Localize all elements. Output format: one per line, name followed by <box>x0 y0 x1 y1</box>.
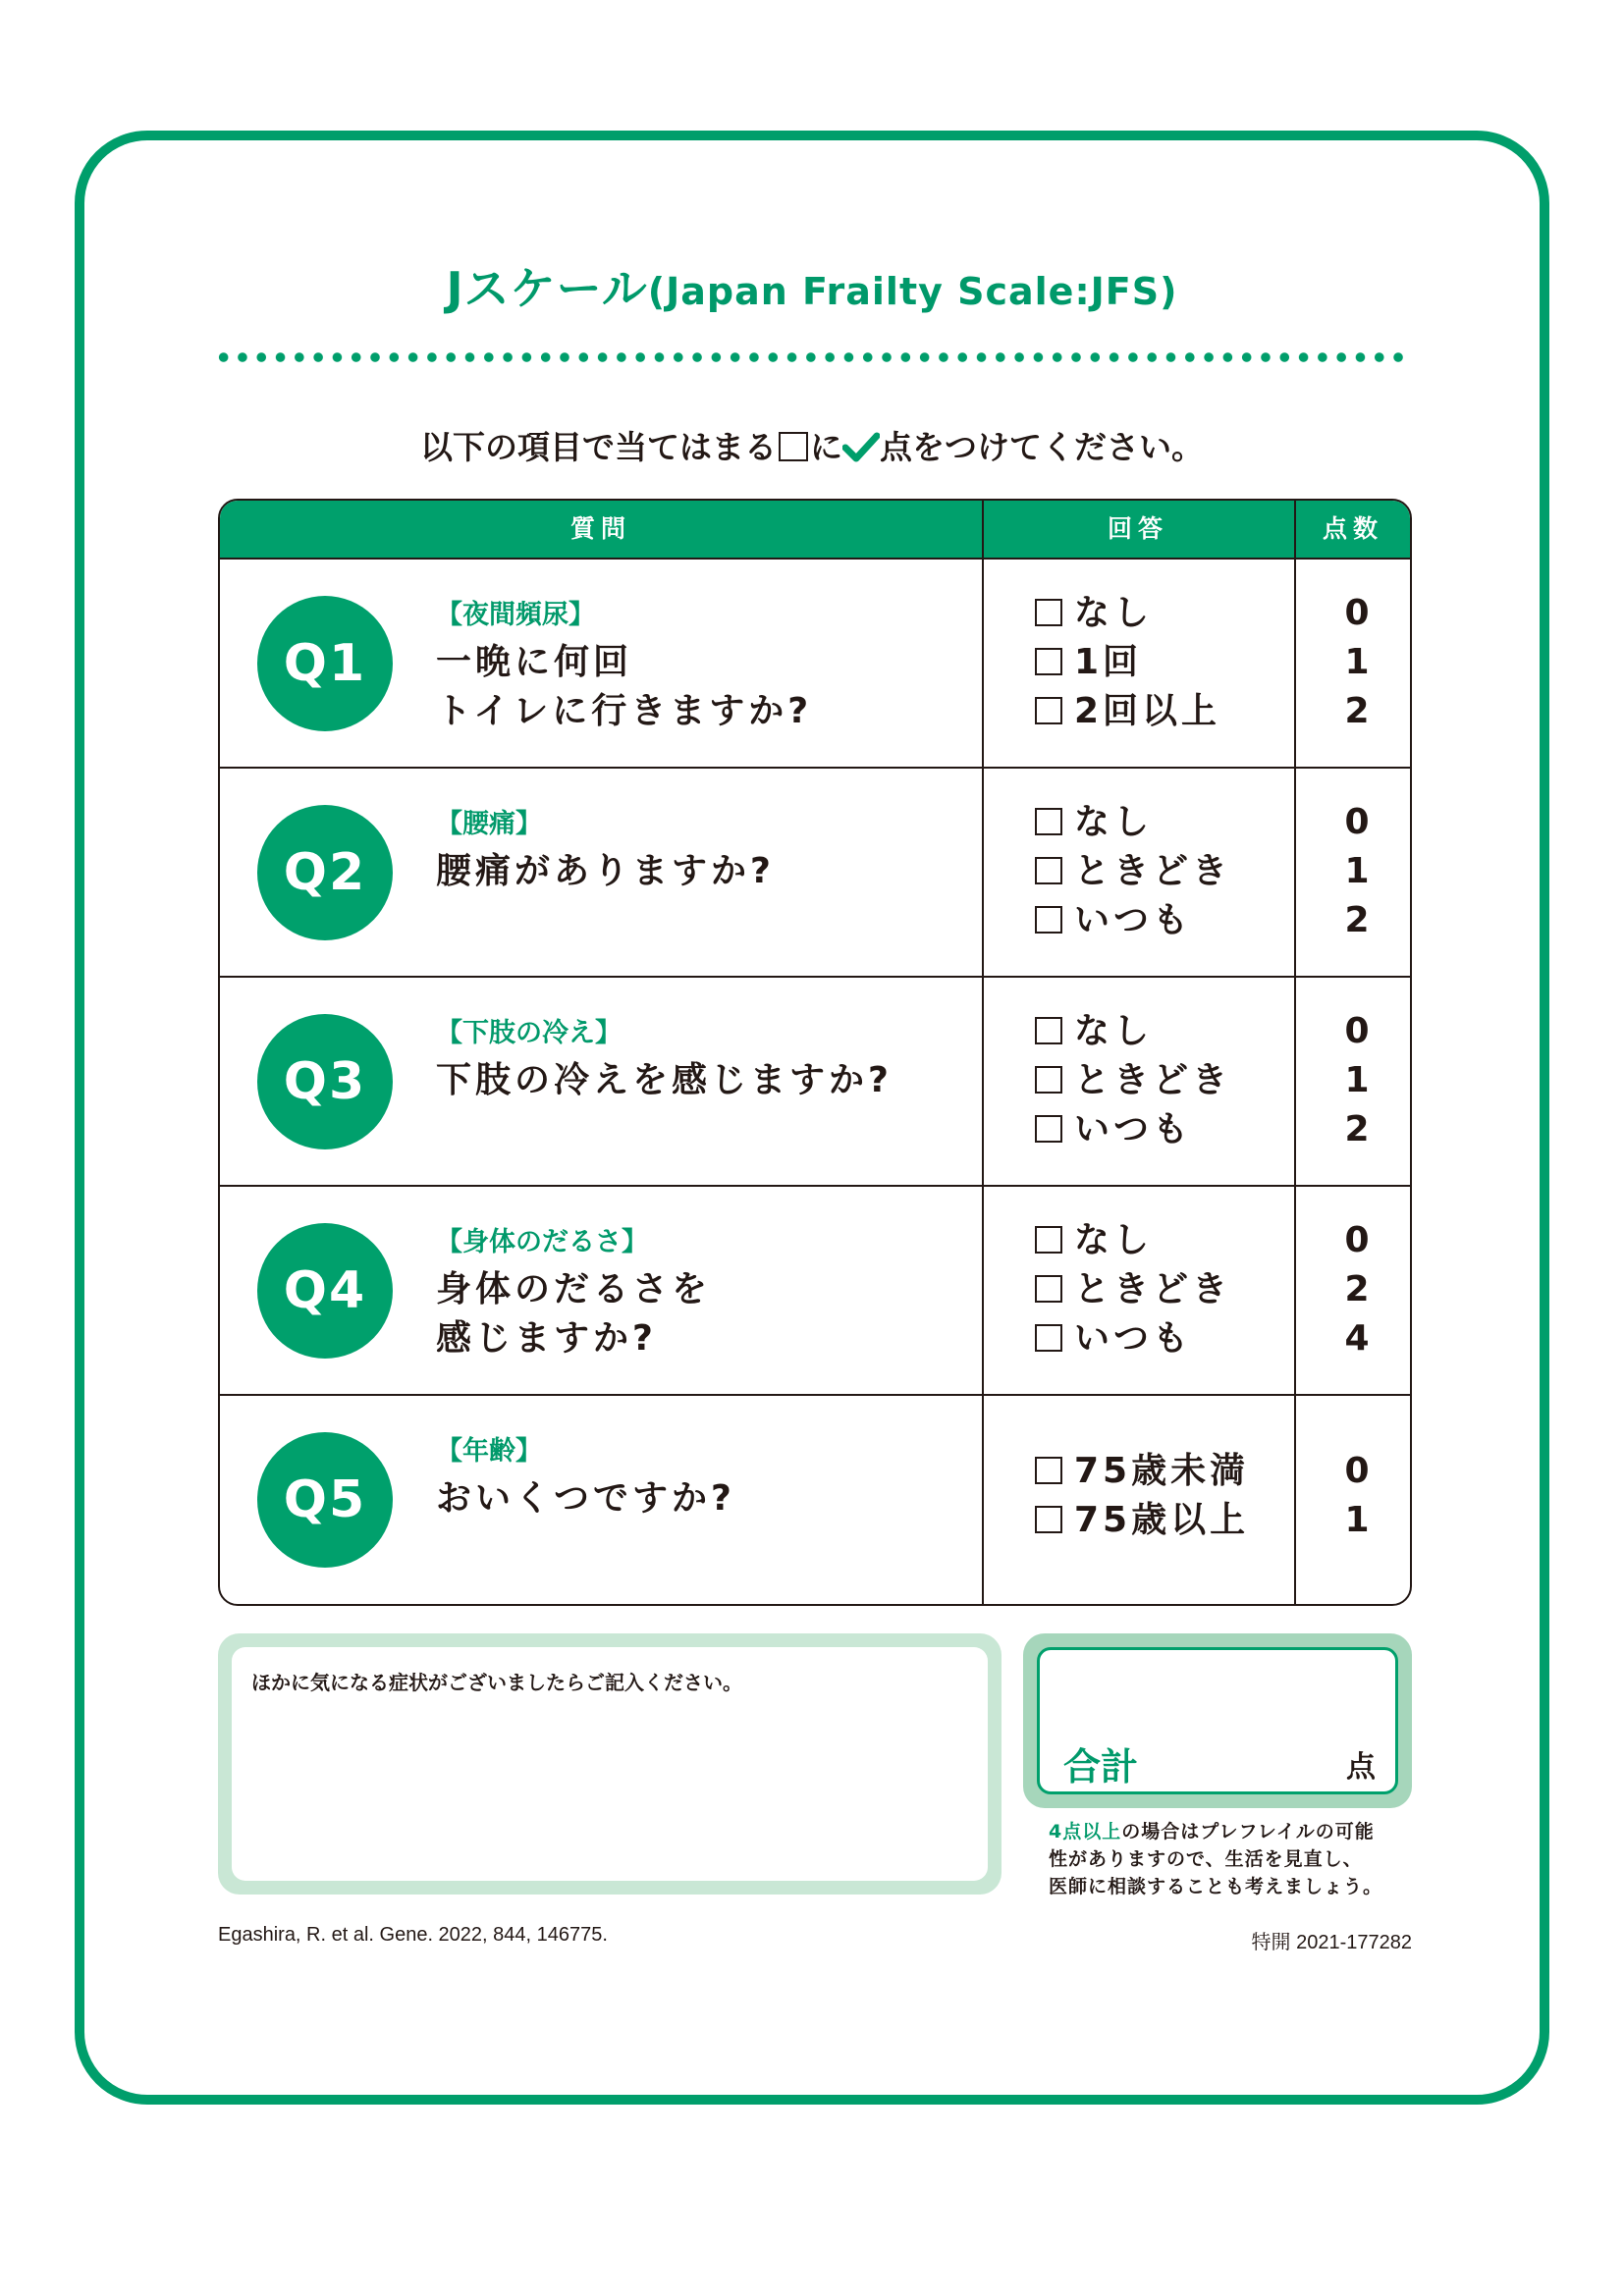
total-box <box>1023 1633 1412 1808</box>
option-label: 75歳以上 <box>1074 1500 1250 1540</box>
patent-number: 特開 2021-177282 <box>1251 1932 1412 1953</box>
answer-option[interactable] <box>1035 798 1231 847</box>
option-label: ときどき <box>1074 1269 1232 1309</box>
title-main: Jスケール <box>446 262 648 315</box>
answer-option[interactable] <box>1035 847 1231 896</box>
header-answer: 回答 <box>1107 514 1168 543</box>
notes-label: ほかに気になる症状がございましたらご記入ください。 <box>251 1671 742 1694</box>
question-category: 【腰痛】 <box>436 809 542 839</box>
answer-option[interactable] <box>1035 1105 1231 1154</box>
answer-option[interactable] <box>1035 1447 1249 1496</box>
checkbox[interactable] <box>1035 1506 1062 1533</box>
question-text-line: おいくつですか? <box>436 1478 735 1519</box>
citation: Egashira, R. et al. Gene. 2022, 844, 146775. <box>218 1924 608 1946</box>
checkbox[interactable] <box>1035 808 1062 835</box>
option-label: なし <box>1074 1011 1154 1051</box>
total-unit: 点 <box>1346 1750 1376 1785</box>
option-label: いつも <box>1074 1318 1193 1359</box>
checkbox-icon <box>779 432 808 461</box>
checkbox[interactable] <box>1035 1017 1062 1044</box>
question-text <box>436 847 775 896</box>
score-value: 1 <box>1344 1060 1370 1100</box>
score-values <box>1300 589 1412 736</box>
total-field[interactable] <box>1037 1647 1398 1794</box>
score-value: 0 <box>1344 802 1370 842</box>
checkbox[interactable] <box>1035 1457 1062 1484</box>
answer-options <box>1035 1216 1231 1363</box>
option-label: なし <box>1074 802 1154 842</box>
question-text <box>436 1474 735 1523</box>
table-header <box>220 501 1410 560</box>
answer-option[interactable] <box>1035 1216 1231 1265</box>
question-text <box>436 1056 893 1105</box>
answer-option[interactable] <box>1035 1314 1231 1363</box>
question-number-badge: Q3 <box>257 1014 393 1149</box>
checkbox[interactable] <box>1035 697 1062 724</box>
score-value: 0 <box>1344 593 1370 633</box>
option-label: なし <box>1074 593 1154 633</box>
option-label: 2回以上 <box>1074 691 1221 731</box>
score-value: 2 <box>1344 900 1370 940</box>
table-row <box>220 560 1410 769</box>
score-values <box>1300 1447 1412 1545</box>
answer-option[interactable] <box>1035 1007 1231 1056</box>
score-value: 1 <box>1344 1500 1370 1540</box>
question-text <box>436 1265 711 1363</box>
answer-option[interactable] <box>1035 638 1220 687</box>
score-value: 0 <box>1344 1451 1370 1491</box>
checkmark-icon <box>842 431 880 464</box>
checkbox[interactable] <box>1035 648 1062 675</box>
checkbox[interactable] <box>1035 1324 1062 1352</box>
advice-line1: の場合はプレフレイルの可能 <box>1121 1821 1375 1842</box>
score-value: 2 <box>1344 691 1370 731</box>
question-text-line: 下肢の冷えを感じますか? <box>436 1060 893 1100</box>
notes-box <box>218 1633 1001 1895</box>
answer-options <box>1035 1447 1249 1545</box>
notes-field[interactable] <box>232 1647 988 1881</box>
instruction <box>0 422 1624 468</box>
score-value: 0 <box>1344 1011 1370 1051</box>
question-text-line: 腰痛がありますか? <box>436 851 775 891</box>
option-label: なし <box>1074 1220 1154 1260</box>
instruction-part1: 以下の項目で当てはまる <box>420 428 777 466</box>
score-value: 2 <box>1344 1109 1370 1149</box>
score-values <box>1300 798 1412 945</box>
option-label: 75歳未満 <box>1074 1451 1250 1491</box>
answer-options <box>1035 798 1231 945</box>
advice-line3: 医師に相談することも考えましょう。 <box>1049 1876 1383 1897</box>
page-title <box>0 253 1624 318</box>
question-text-line: 感じますか? <box>436 1318 657 1359</box>
option-label: ときどき <box>1074 1060 1232 1100</box>
answer-option[interactable] <box>1035 1265 1231 1314</box>
score-value: 0 <box>1344 1220 1370 1260</box>
column-divider <box>1294 501 1296 1604</box>
option-label: いつも <box>1074 900 1193 940</box>
instruction-part2: に <box>810 428 842 466</box>
question-category: 【年齢】 <box>436 1436 542 1467</box>
dotted-divider <box>214 351 1410 363</box>
title-sub: (Japan Frailty Scale:JFS) <box>647 270 1178 313</box>
answer-option[interactable] <box>1035 687 1220 736</box>
score-values <box>1300 1007 1412 1154</box>
question-number-badge: Q4 <box>257 1223 393 1359</box>
checkbox[interactable] <box>1035 599 1062 626</box>
score-value: 4 <box>1344 1318 1370 1359</box>
column-divider <box>982 501 984 1604</box>
question-text-line: 一晩に何回 <box>436 642 633 682</box>
question-category: 【身体のだるさ】 <box>436 1227 648 1257</box>
table-row <box>220 1187 1410 1396</box>
question-number-badge: Q2 <box>257 805 393 940</box>
header-question: 質問 <box>569 514 631 543</box>
checkbox[interactable] <box>1035 1226 1062 1254</box>
advice-text <box>1049 1818 1412 1900</box>
checkbox[interactable] <box>1035 1275 1062 1303</box>
table-row <box>220 769 1410 978</box>
checkbox[interactable] <box>1035 1115 1062 1143</box>
score-value: 1 <box>1344 851 1370 891</box>
option-label: 1回 <box>1074 642 1143 682</box>
question-number-badge: Q5 <box>257 1432 393 1568</box>
answer-options <box>1035 1007 1231 1154</box>
checkbox[interactable] <box>1035 1066 1062 1094</box>
header-score: 点数 <box>1322 514 1383 543</box>
score-values <box>1300 1216 1412 1363</box>
table-row <box>220 1396 1410 1605</box>
checkbox[interactable] <box>1035 906 1062 934</box>
answer-option[interactable] <box>1035 1496 1249 1545</box>
question-category: 【下肢の冷え】 <box>436 1018 622 1048</box>
questionnaire-table <box>218 499 1412 1606</box>
option-label: ときどき <box>1074 851 1232 891</box>
question-text-line: 身体のだるさを <box>436 1269 712 1309</box>
checkbox[interactable] <box>1035 857 1062 884</box>
advice-highlight: 4点以上 <box>1049 1821 1122 1842</box>
answer-options <box>1035 589 1220 736</box>
answer-option[interactable] <box>1035 896 1231 945</box>
instruction-part3: 点をつけてください。 <box>880 428 1204 466</box>
question-category: 【夜間頻尿】 <box>436 600 595 630</box>
option-label: いつも <box>1074 1109 1193 1149</box>
answer-option[interactable] <box>1035 589 1220 638</box>
question-text-line: トイレに行きますか? <box>436 691 813 731</box>
answer-option[interactable] <box>1035 1056 1231 1105</box>
question-number-badge: Q1 <box>257 596 393 731</box>
question-text <box>436 638 812 736</box>
total-label: 合計 <box>1063 1745 1139 1789</box>
advice-line2: 性がありますので、生活を見直し、 <box>1049 1848 1363 1870</box>
table-row <box>220 978 1410 1187</box>
score-value: 2 <box>1344 1269 1370 1309</box>
score-value: 1 <box>1344 642 1370 682</box>
